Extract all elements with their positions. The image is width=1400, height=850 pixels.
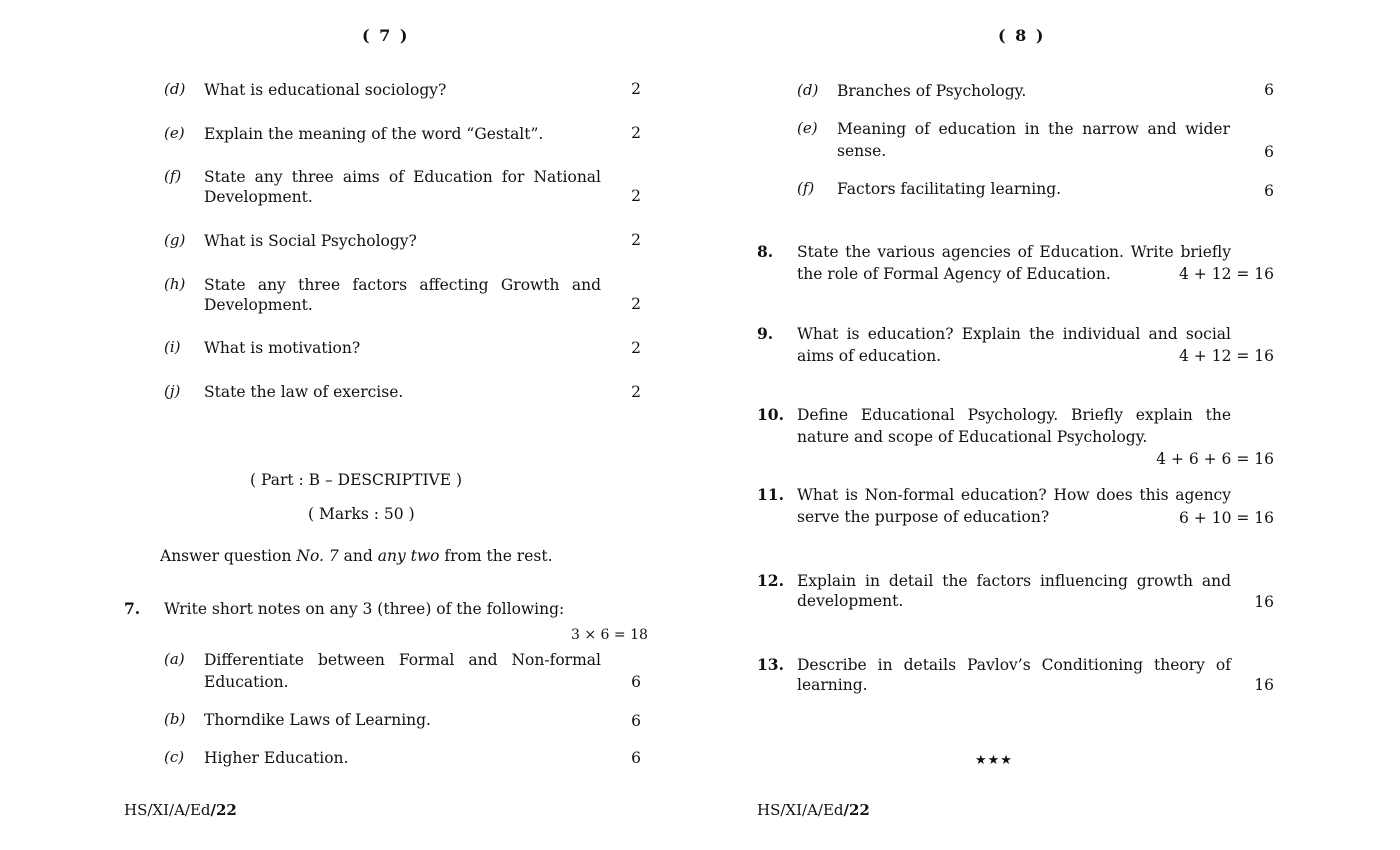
question-marks: 4 + 12 = 16: [1179, 265, 1274, 283]
item-text: Branches of Psychology.: [837, 82, 1027, 100]
item-text: Factors facilitating learning.: [837, 180, 1062, 198]
question-number: 9.: [757, 324, 774, 343]
question-text-line2: serve the purpose of education?: [797, 508, 1050, 526]
page-number-right: ( 8 ): [998, 26, 1046, 45]
item-text: What is Social Psychology?: [204, 232, 417, 250]
footer-code-left: HS/XI/A/Ed/22: [124, 801, 237, 819]
question-number: 11.: [757, 485, 784, 504]
item-marks: 2: [631, 124, 641, 142]
question-text-line1: Define Educational Psychology. Briefly explain the: [797, 406, 1231, 424]
question-marks: 16: [1254, 676, 1274, 694]
item-text: Higher Education.: [204, 749, 349, 767]
item-label: (e): [164, 124, 185, 142]
item-text-line2: sense.: [837, 142, 887, 160]
question-text: Write short notes on any 3 (three) of the following:: [164, 600, 565, 618]
item-marks: 2: [631, 339, 641, 357]
question-text-line1: Explain in detail the factors influencing growth and: [797, 572, 1231, 590]
item-label: (g): [164, 231, 186, 249]
item-label: (j): [164, 382, 181, 400]
part-marks: ( Marks : 50 ): [308, 505, 415, 523]
question-text-line2: development.: [797, 592, 904, 610]
footer-code-right: HS/XI/A/Ed/22: [757, 801, 870, 819]
item-marks: 6: [1264, 182, 1274, 200]
item-label: (f): [164, 167, 182, 185]
item-text: Explain the meaning of the word “Gestalt”.: [204, 125, 544, 143]
item-text: What is motivation?: [204, 339, 361, 357]
item-label: (d): [797, 81, 819, 99]
item-label: (a): [164, 650, 185, 668]
item-marks: 6: [1264, 143, 1274, 161]
question-marks: 3 × 6 = 18: [571, 627, 648, 643]
item-text-line2: Development.: [204, 188, 313, 206]
item-marks: 2: [631, 295, 641, 313]
item-marks: 6: [1264, 81, 1274, 99]
question-number: 13.: [757, 655, 784, 674]
question-text-line2: learning.: [797, 676, 868, 694]
item-marks: 6: [631, 712, 641, 730]
instruction: Answer question No. 7 and any two from the rest.: [160, 547, 553, 565]
question-text-line2: aims of education.: [797, 347, 942, 365]
item-label: (f): [797, 179, 815, 197]
item-text-line1: Meaning of education in the narrow and wider: [837, 120, 1230, 138]
item-text: State the law of exercise.: [204, 383, 404, 401]
item-text: What is educational sociology?: [204, 81, 447, 99]
item-text-line2: Education.: [204, 673, 289, 691]
item-marks: 6: [631, 673, 641, 691]
item-text-line1: State any three aims of Education for National: [204, 168, 601, 186]
item-marks: 2: [631, 231, 641, 249]
question-number: 7.: [124, 599, 141, 618]
question-number: 10.: [757, 405, 784, 424]
question-text-line1: What is education? Explain the individual and social: [797, 325, 1231, 343]
item-marks: 6: [631, 749, 641, 767]
item-text-line1: Differentiate between Formal and Non-formal: [204, 651, 601, 669]
item-label: (e): [797, 119, 818, 137]
question-text-line1: What is Non-formal education? How does this agency: [797, 486, 1231, 504]
question-marks: 16: [1254, 593, 1274, 611]
page-number-left: ( 7 ): [362, 26, 410, 45]
item-marks: 2: [631, 80, 641, 98]
question-text-line2: nature and scope of Educational Psychology.: [797, 428, 1148, 446]
item-text-line1: State any three factors affecting Growth and: [204, 276, 601, 294]
item-marks: 2: [631, 187, 641, 205]
question-marks: 6 + 10 = 16: [1179, 509, 1274, 527]
item-label: (i): [164, 338, 181, 356]
question-marks: 4 + 12 = 16: [1179, 347, 1274, 365]
end-stars: ★★★: [975, 753, 1013, 768]
question-number: 12.: [757, 571, 784, 590]
item-label: (c): [164, 748, 185, 766]
item-label: (d): [164, 80, 186, 98]
question-text-line1: State the various agencies of Education. Write briefly: [797, 243, 1231, 261]
question-number: 8.: [757, 242, 774, 261]
item-label: (b): [164, 710, 186, 728]
item-label: (h): [164, 275, 186, 293]
question-marks: 4 + 6 + 6 = 16: [1156, 450, 1274, 468]
part-heading: ( Part : B – DESCRIPTIVE ): [250, 471, 463, 489]
question-text-line1: Describe in details Pavlov’s Conditioning theory of: [797, 656, 1231, 674]
question-text-line2: the role of Formal Agency of Education.: [797, 265, 1111, 283]
item-text: Thorndike Laws of Learning.: [204, 711, 431, 729]
item-text-line2: Development.: [204, 296, 313, 314]
item-marks: 2: [631, 383, 641, 401]
